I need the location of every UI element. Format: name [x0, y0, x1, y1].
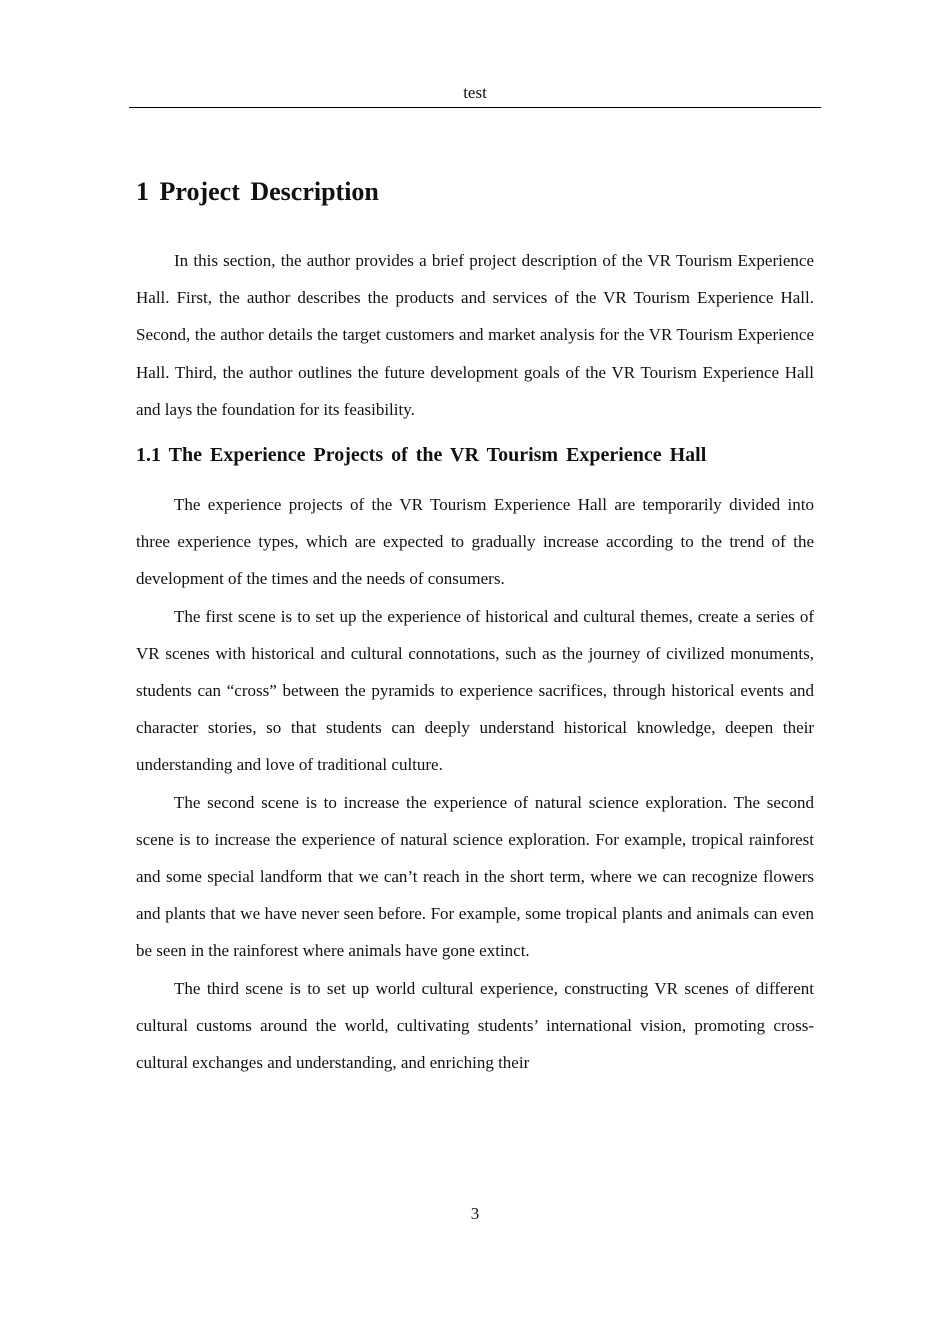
page-number: 3 — [470, 1204, 480, 1223]
header-divider — [129, 107, 821, 108]
body-paragraph-4: The third scene is to set up world cultural experience, constructing VR scenes of different cultural customs around the world, cultivating students’ international vision, promoting cross-cultural exchanges and understanding, and enriching their — [136, 978, 814, 1073]
section-intro-paragraph: In this section, the author provides a brief project description of the VR Tourism Experience Hall. First, the author describes the products and services of the VR Tourism Experience Hall. Second, the author details the target customers and market analysis for the VR Tourism Experience Hall. Third, the author outlines the future development goals of the VR Tourism Experience Hall and lays the foundation for its feasibility. — [136, 251, 814, 419]
page-body — [136, 168, 814, 1081]
body-paragraph-3: The second scene is to increase the experience of natural science exploration. The second scene is to increase the experience of natural science exploration. For example, tropical rainforest and some special landform that we can’t reach in the short term, where we can recognize flowers and plants that we have never seen before. For example, some tropical plants and animals can even be seen in the rainforest where animals have gone extinct. — [136, 792, 814, 961]
section-heading: 1 Project Description — [136, 177, 379, 206]
body-paragraph-1: The experience projects of the VR Tourism Experience Hall are temporarily divided into three experience types, which are expected to gradually increase according to the trend of the development of the times and the needs of consumers. — [136, 495, 814, 589]
subsection-heading: 1.1 The Experience Projects of the VR Tourism Experience Hall — [136, 444, 707, 467]
body-paragraph-2: The first scene is to set up the experience of historical and cultural themes, create a series of VR scenes with historical and cultural connotations, such as the journey of civilized monuments, students can “cross” between the pyramids to experience sacrifices, through historical events and character stories, so that students can deeply understand historical knowledge, deepen their understanding and love of traditional culture. — [136, 606, 814, 775]
page-header: test — [463, 83, 487, 102]
